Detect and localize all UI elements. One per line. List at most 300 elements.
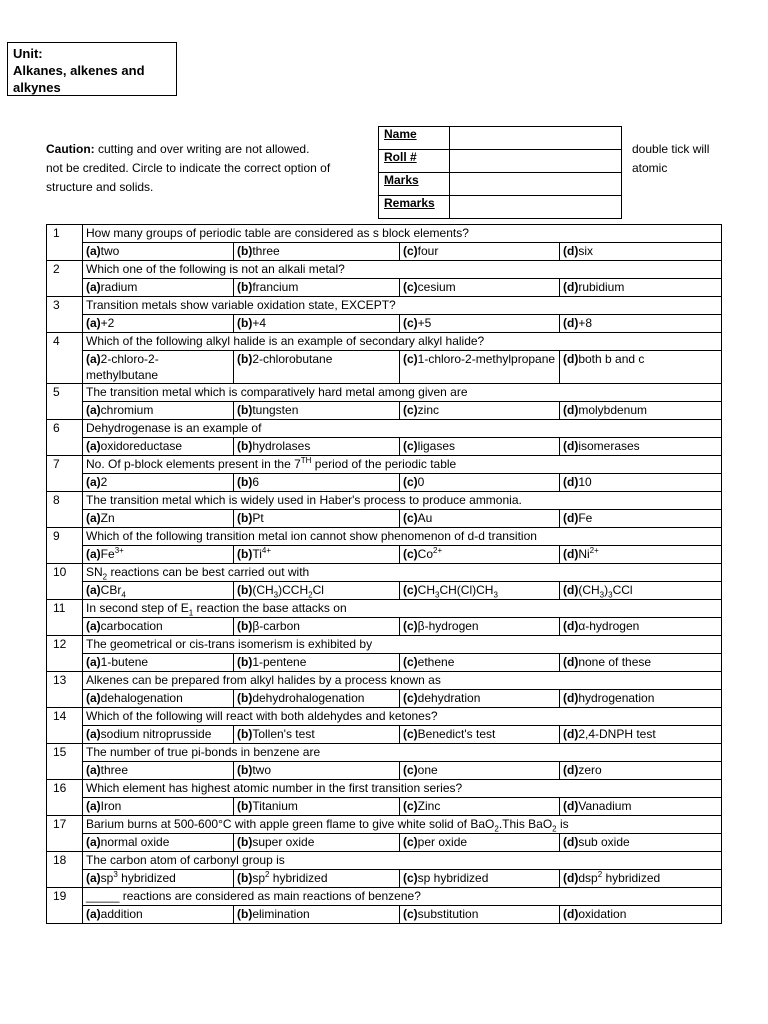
question-text: No. Of p-block elements present in the 7TH period of the periodic table <box>83 456 722 474</box>
option-b[interactable] <box>234 402 400 420</box>
option-b[interactable] <box>234 279 400 297</box>
option-b[interactable] <box>234 351 400 384</box>
option-text: per oxide <box>417 835 468 849</box>
question-number: 11 <box>47 600 83 636</box>
option-label: (b) <box>237 475 253 489</box>
option-b[interactable] <box>234 582 400 600</box>
options-row <box>47 315 722 333</box>
option-text: six <box>578 244 593 258</box>
option-label: (b) <box>237 727 253 741</box>
option-d[interactable] <box>560 690 722 708</box>
option-label: (b) <box>237 316 253 330</box>
question-row <box>47 708 722 726</box>
options-row <box>47 402 722 420</box>
option-d[interactable] <box>560 798 722 816</box>
option-label: (d) <box>563 655 579 669</box>
option-d[interactable] <box>560 870 722 888</box>
option-label: (d) <box>563 439 579 453</box>
option-label: (d) <box>563 316 579 330</box>
options-row <box>47 906 722 924</box>
option-a[interactable] <box>83 243 234 261</box>
option-text: Pt <box>252 511 264 525</box>
option-label: (b) <box>237 583 253 597</box>
question-number: 19 <box>47 888 83 924</box>
option-label: (a) <box>86 583 101 597</box>
question-row <box>47 456 722 474</box>
options-row <box>47 798 722 816</box>
option-text: 2-chloro-2-methylbutane <box>86 352 159 382</box>
question-text: The transition metal which is comparatively hard metal among given are <box>83 384 722 402</box>
option-text: elimination <box>252 907 310 921</box>
option-b[interactable] <box>234 438 400 456</box>
unit-title: Alkanes, alkenes and alkynes <box>13 63 145 95</box>
option-label: (a) <box>86 511 101 525</box>
option-label: (b) <box>237 871 253 885</box>
option-b[interactable] <box>234 618 400 636</box>
option-text: Benedict's test <box>417 727 496 741</box>
question-text: Which element has highest atomic number in the first transition series? <box>83 780 722 798</box>
option-label: (c) <box>403 691 418 705</box>
option-label: (a) <box>86 403 101 417</box>
roll-label: Roll # <box>379 150 450 173</box>
option-b[interactable] <box>234 762 400 780</box>
option-label: (d) <box>563 403 579 417</box>
option-text: Fe <box>578 511 593 525</box>
option-label: (c) <box>403 280 418 294</box>
option-label: (c) <box>403 799 418 813</box>
option-c[interactable] <box>400 834 560 852</box>
options-row <box>47 510 722 528</box>
option-text: +8 <box>578 316 593 330</box>
option-text: +5 <box>417 316 432 330</box>
option-label: (a) <box>86 727 101 741</box>
options-row <box>47 279 722 297</box>
option-text: Vanadium <box>578 799 632 813</box>
question-number: 5 <box>47 384 83 420</box>
question-number: 12 <box>47 636 83 672</box>
option-text: two <box>252 763 272 777</box>
question-row <box>47 384 722 402</box>
option-text: chromium <box>100 403 154 417</box>
option-c[interactable] <box>400 438 560 456</box>
question-text: $SN_2$ reactions can be best carried out with <box>83 564 722 582</box>
option-d[interactable] <box>560 618 722 636</box>
option-label: (b) <box>237 691 253 705</box>
option-label: (d) <box>563 583 579 597</box>
option-label: (b) <box>237 763 253 777</box>
option-d[interactable] <box>560 906 722 924</box>
option-c[interactable] <box>400 474 560 492</box>
question-text: Which of the following alkyl halide is an example of secondary alkyl halide? <box>83 333 722 351</box>
option-label: (a) <box>86 655 101 669</box>
question-number: 3 <box>47 297 83 333</box>
question-text: The number of true pi-bonds in benzene are <box>83 744 722 762</box>
option-text: one <box>417 763 438 777</box>
option-text: $sp^2$ hybridized <box>252 870 328 885</box>
option-text: $Ti^{4+}$ <box>252 546 272 561</box>
option-text: 6 <box>252 475 260 489</box>
option-label: (c) <box>403 352 418 366</box>
caution-right-line1: double tick will <box>632 142 710 156</box>
question-number: 2 <box>47 261 83 297</box>
option-label: (a) <box>86 871 101 885</box>
caution-line3: structure and solids. <box>46 180 154 194</box>
question-number: 1 <box>47 225 83 261</box>
question-number: 14 <box>47 708 83 744</box>
option-label: (c) <box>403 871 418 885</box>
option-b[interactable] <box>234 654 400 672</box>
caution-line2: not be credited. Circle to indicate the correct option of <box>46 161 331 175</box>
question-row <box>47 780 722 798</box>
option-text: sodium nitroprusside <box>100 727 212 741</box>
option-label: (b) <box>237 439 253 453</box>
option-d[interactable] <box>560 438 722 456</box>
name-field[interactable] <box>450 127 622 150</box>
option-text: sub oxide <box>578 835 630 849</box>
roll-field[interactable] <box>450 150 622 173</box>
option-a[interactable] <box>83 474 234 492</box>
option-text: three <box>100 763 129 777</box>
question-number: 17 <box>47 816 83 852</box>
question-number: 15 <box>47 744 83 780</box>
question-row <box>47 672 722 690</box>
option-text: $Ni^{2+}$ <box>578 546 599 561</box>
option-text: β-hydrogen <box>417 619 479 633</box>
question-row <box>47 564 722 582</box>
question-row <box>47 852 722 870</box>
option-label: (d) <box>563 511 579 525</box>
option-label: (b) <box>237 907 253 921</box>
option-text: molybdenum <box>578 403 648 417</box>
option-text: cesium <box>417 280 456 294</box>
option-text: Zinc <box>417 799 441 813</box>
options-row <box>47 726 722 744</box>
question-text: The carbon atom of carbonyl group is <box>83 852 722 870</box>
option-label: (c) <box>403 403 418 417</box>
question-row <box>47 636 722 654</box>
option-text: dehalogenation <box>100 691 183 705</box>
option-label: (c) <box>403 763 418 777</box>
option-a[interactable] <box>83 798 234 816</box>
option-text: Zn <box>100 511 115 525</box>
question-row <box>47 492 722 510</box>
option-c[interactable] <box>400 243 560 261</box>
option-text: 1-butene <box>100 655 149 669</box>
option-a[interactable] <box>83 618 234 636</box>
question-row <box>47 420 722 438</box>
option-text: substitution <box>417 907 479 921</box>
option-a[interactable] <box>83 510 234 528</box>
option-text: oxidoreductase <box>100 439 183 453</box>
unit-label: Unit: <box>13 46 43 61</box>
question-number: 10 <box>47 564 83 600</box>
unit-box <box>7 42 177 96</box>
option-a[interactable] <box>83 351 234 384</box>
option-label: (a) <box>86 316 101 330</box>
option-label: (d) <box>563 475 579 489</box>
options-row <box>47 546 722 564</box>
option-a[interactable] <box>83 402 234 420</box>
option-label: (b) <box>237 244 253 258</box>
option-label: (a) <box>86 475 101 489</box>
option-text: CBr$_4$ <box>100 583 126 600</box>
option-text: hydrogenation <box>578 691 655 705</box>
option-text: +2 <box>100 316 115 330</box>
option-label: (a) <box>86 280 101 294</box>
option-a[interactable] <box>83 582 234 600</box>
option-label: (d) <box>563 835 579 849</box>
option-b[interactable] <box>234 315 400 333</box>
options-row <box>47 243 722 261</box>
option-label: (a) <box>86 835 101 849</box>
caution-line1: cutting and over writing are not allowed. <box>94 142 310 156</box>
option-text: 1-pentene <box>252 655 307 669</box>
option-text: tungsten <box>252 403 299 417</box>
marks-label: Marks <box>379 173 450 196</box>
question-text: How many groups of periodic table are considered as s block elements? <box>83 225 722 243</box>
option-a[interactable] <box>83 906 234 924</box>
option-label: (a) <box>86 352 101 366</box>
option-label: (d) <box>563 280 579 294</box>
remarks-label: Remarks <box>379 196 450 219</box>
question-text: The geometrical or cis-trans isomerism is exhibited by <box>83 636 722 654</box>
option-b[interactable] <box>234 906 400 924</box>
question-row <box>47 333 722 351</box>
option-text: 10 <box>578 475 592 489</box>
option-d[interactable] <box>560 279 722 297</box>
option-label: (d) <box>563 727 579 741</box>
option-c[interactable] <box>400 582 560 600</box>
option-text: normal oxide <box>100 835 170 849</box>
options-row <box>47 582 722 600</box>
option-c[interactable] <box>400 618 560 636</box>
option-d[interactable] <box>560 243 722 261</box>
question-row <box>47 816 722 834</box>
option-label: (a) <box>86 619 101 633</box>
name-label: Name <box>379 127 450 150</box>
option-d[interactable] <box>560 510 722 528</box>
option-label: (c) <box>403 244 418 258</box>
option-label: (c) <box>403 439 418 453</box>
question-row <box>47 744 722 762</box>
option-label: (c) <box>403 511 418 525</box>
option-d[interactable] <box>560 351 722 384</box>
option-c[interactable] <box>400 870 560 888</box>
option-text: four <box>417 244 439 258</box>
option-c[interactable] <box>400 402 560 420</box>
option-text: ligases <box>417 439 456 453</box>
option-text: 2,4-DNPH test <box>578 727 656 741</box>
option-c[interactable] <box>400 510 560 528</box>
option-label: (c) <box>403 583 418 597</box>
question-number: 9 <box>47 528 83 564</box>
option-c[interactable] <box>400 654 560 672</box>
option-a[interactable] <box>83 690 234 708</box>
option-text: none of these <box>578 655 652 669</box>
option-label: (c) <box>403 907 418 921</box>
option-d[interactable] <box>560 582 722 600</box>
option-label: (c) <box>403 316 418 330</box>
option-a[interactable] <box>83 870 234 888</box>
option-label: (c) <box>403 619 418 633</box>
question-row <box>47 225 722 243</box>
option-label: (a) <box>86 799 101 813</box>
option-label: (d) <box>563 871 579 885</box>
option-text: dehydrohalogenation <box>252 691 365 705</box>
option-a[interactable] <box>83 834 234 852</box>
question-row <box>47 600 722 618</box>
option-label: (b) <box>237 835 253 849</box>
option-a[interactable] <box>83 546 234 564</box>
option-label: (d) <box>563 619 579 633</box>
option-text: rubidium <box>578 280 625 294</box>
option-a[interactable] <box>83 762 234 780</box>
question-number: 13 <box>47 672 83 708</box>
option-text: α-hydrogen <box>578 619 640 633</box>
question-text: The transition metal which is widely used in Haber's process to produce ammonia. <box>83 492 722 510</box>
option-label: (c) <box>403 547 418 561</box>
option-c[interactable] <box>400 690 560 708</box>
option-text: $CH_3CH(Cl)CH_3$ <box>417 583 498 600</box>
option-d[interactable] <box>560 474 722 492</box>
option-text: isomerases <box>578 439 640 453</box>
question-text: Which one of the following is not an alkali metal? <box>83 261 722 279</box>
option-label: (b) <box>237 799 253 813</box>
option-label: (d) <box>563 547 579 561</box>
option-b[interactable] <box>234 726 400 744</box>
option-c[interactable] <box>400 546 560 564</box>
question-text: In second step of $E_1$ reaction the base attacks on <box>83 600 722 618</box>
option-label: (c) <box>403 727 418 741</box>
option-text: β-carbon <box>252 619 300 633</box>
option-c[interactable] <box>400 726 560 744</box>
option-text: hydrolases <box>252 439 311 453</box>
option-label: (c) <box>403 475 418 489</box>
question-text: Transition metals show variable oxidation state, EXCEPT? <box>83 297 722 315</box>
option-c[interactable] <box>400 351 560 384</box>
question-number: 16 <box>47 780 83 816</box>
caution-right <box>632 140 752 178</box>
option-label: (d) <box>563 763 579 777</box>
options-row <box>47 438 722 456</box>
option-b[interactable] <box>234 870 400 888</box>
option-b[interactable] <box>234 546 400 564</box>
option-b[interactable] <box>234 834 400 852</box>
option-d[interactable] <box>560 402 722 420</box>
option-label: (a) <box>86 244 101 258</box>
question-text: Alkenes can be prepared from alkyl halides by a process known as <box>83 672 722 690</box>
option-text: Titanium <box>252 799 298 813</box>
option-label: (a) <box>86 547 101 561</box>
option-b[interactable] <box>234 243 400 261</box>
option-a[interactable] <box>83 438 234 456</box>
remarks-field[interactable] <box>450 196 622 219</box>
option-label: (b) <box>237 547 253 561</box>
option-text: ethene <box>417 655 455 669</box>
question-row <box>47 528 722 546</box>
option-d[interactable] <box>560 834 722 852</box>
question-number: 7 <box>47 456 83 492</box>
options-row <box>47 834 722 852</box>
question-number: 8 <box>47 492 83 528</box>
question-text: Dehydrogenase is an example of <box>83 420 722 438</box>
question-number: 6 <box>47 420 83 456</box>
option-c[interactable] <box>400 798 560 816</box>
option-c[interactable] <box>400 279 560 297</box>
option-label: (d) <box>563 691 579 705</box>
option-text: sp hybridized <box>417 871 489 885</box>
option-text: addition <box>100 907 143 921</box>
option-label: (d) <box>563 799 579 813</box>
option-a[interactable] <box>83 279 234 297</box>
questions-table <box>46 224 722 924</box>
option-d[interactable] <box>560 762 722 780</box>
marks-field[interactable] <box>450 173 622 196</box>
option-text: dehydration <box>417 691 481 705</box>
question-row <box>47 888 722 906</box>
option-label: (c) <box>403 655 418 669</box>
option-text: $Co^{2+}$ <box>417 546 443 561</box>
option-b[interactable] <box>234 510 400 528</box>
option-text: +4 <box>252 316 267 330</box>
option-text: 2 <box>100 475 108 489</box>
option-a[interactable] <box>83 654 234 672</box>
option-label: (b) <box>237 655 253 669</box>
question-text: _____ reactions are considered as main reactions of benzene? <box>83 888 722 906</box>
option-label: (a) <box>86 439 101 453</box>
option-d[interactable] <box>560 315 722 333</box>
option-d[interactable] <box>560 654 722 672</box>
option-label: (b) <box>237 352 253 366</box>
option-label: (c) <box>403 835 418 849</box>
option-text: oxidation <box>578 907 627 921</box>
option-text: Tollen's test <box>252 727 315 741</box>
option-text: super oxide <box>252 835 315 849</box>
option-d[interactable] <box>560 546 722 564</box>
option-c[interactable] <box>400 315 560 333</box>
options-row <box>47 762 722 780</box>
option-label: (a) <box>86 907 101 921</box>
options-row <box>47 618 722 636</box>
option-label: (b) <box>237 619 253 633</box>
option-text: $Fe^{3+}$ <box>100 546 124 561</box>
option-text: zero <box>578 763 602 777</box>
option-text: 1-chloro-2-methylpropane <box>417 352 556 366</box>
options-row <box>47 351 722 384</box>
question-text: Which of the following transition metal ion cannot show phenomenon of d-d transition <box>83 528 722 546</box>
option-text: both b and c <box>578 352 645 366</box>
option-a[interactable] <box>83 315 234 333</box>
option-c[interactable] <box>400 906 560 924</box>
caution-label: Caution: <box>46 142 95 156</box>
option-label: (b) <box>237 511 253 525</box>
option-label: (d) <box>563 244 579 258</box>
option-text: Au <box>417 511 433 525</box>
option-b[interactable] <box>234 474 400 492</box>
option-text: Iron <box>100 799 122 813</box>
option-text: three <box>252 244 280 258</box>
option-d[interactable] <box>560 726 722 744</box>
option-b[interactable] <box>234 690 400 708</box>
option-text: $(CH_3)CCH_2Cl$ <box>252 583 324 600</box>
option-text: $(CH_3)_3CCl$ <box>578 583 633 600</box>
options-row <box>47 870 722 888</box>
option-c[interactable] <box>400 762 560 780</box>
option-label: (b) <box>237 280 253 294</box>
option-b[interactable] <box>234 798 400 816</box>
option-a[interactable] <box>83 726 234 744</box>
option-label: (a) <box>86 763 101 777</box>
